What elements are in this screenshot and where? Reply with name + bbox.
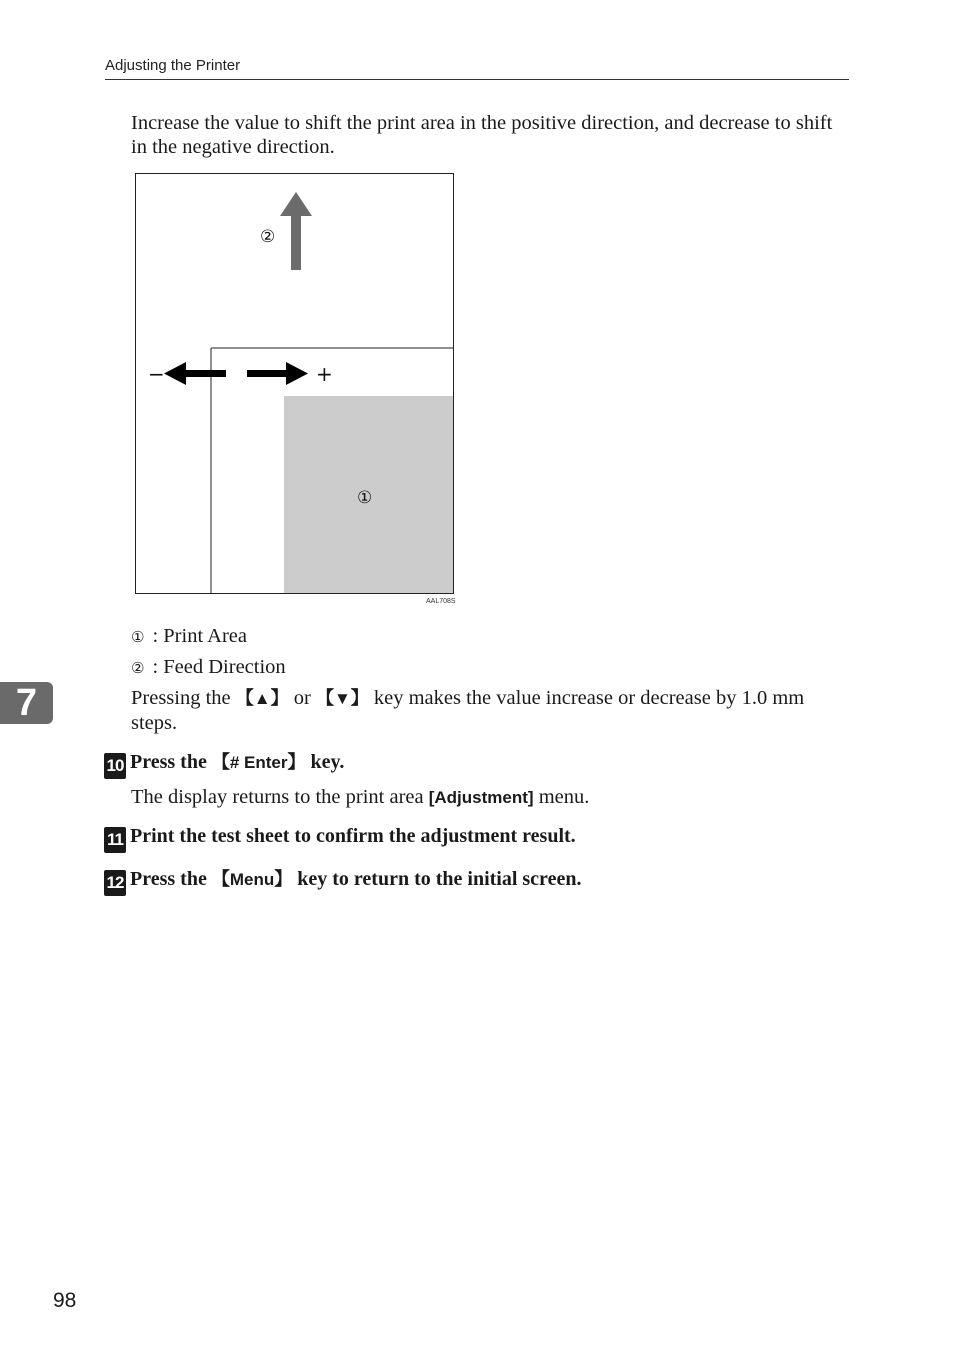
up-key: ▲: [253, 689, 271, 708]
print-area-marker: ①: [357, 488, 373, 508]
legend-text: : Print Area: [152, 625, 247, 647]
minus-label: −: [148, 362, 165, 386]
intro-paragraph: Increase the value to shift the print area in the positive direction, and decrease to shift in the negative direction.: [131, 112, 833, 158]
step-11: 11 Print the test sheet to confirm the adjustment result.: [104, 824, 576, 853]
menu-key: Menu: [229, 870, 275, 889]
enter-key: # Enter: [229, 753, 288, 772]
chapter-tab: 7: [0, 682, 53, 724]
legend-text: : Feed Direction: [152, 656, 286, 678]
negative-direction-arrow: [164, 362, 226, 385]
print-area-diagram: [135, 173, 454, 594]
step-number-badge: 12: [104, 870, 126, 896]
step-number-badge: 10: [104, 753, 126, 779]
adjustment-menu-label: [Adjustment]: [428, 788, 534, 807]
step-10: 10 Press the 【# Enter】 key.: [104, 750, 344, 779]
down-key: ▼: [333, 689, 351, 708]
step-10-detail: The display returns to the print area [Adjustment] menu.: [131, 786, 590, 808]
figure-code: AAL708S: [426, 598, 456, 605]
feed-direction-arrow: [280, 192, 312, 270]
key-note-paragraph: Pressing the 【▲】 or 【▼】 key makes the value increase or decrease by 1.0 mm steps.: [131, 687, 805, 734]
legend-item: [131, 655, 286, 680]
positive-direction-arrow: [247, 362, 308, 385]
step-12: 12 Press the 【Menu】 key to return to the initial screen.: [104, 867, 581, 896]
legend-item: [131, 624, 247, 649]
page-number: 98: [53, 1289, 77, 1312]
diagram-svg: [136, 174, 454, 594]
running-header: Adjusting the Printer: [105, 57, 241, 74]
legend-number: ②: [131, 659, 145, 677]
feed-direction-marker: ②: [260, 227, 276, 247]
plus-label: +: [316, 362, 333, 386]
header-rule: [105, 79, 849, 80]
legend-number: ①: [131, 628, 145, 646]
step-number-badge: 11: [104, 827, 126, 853]
